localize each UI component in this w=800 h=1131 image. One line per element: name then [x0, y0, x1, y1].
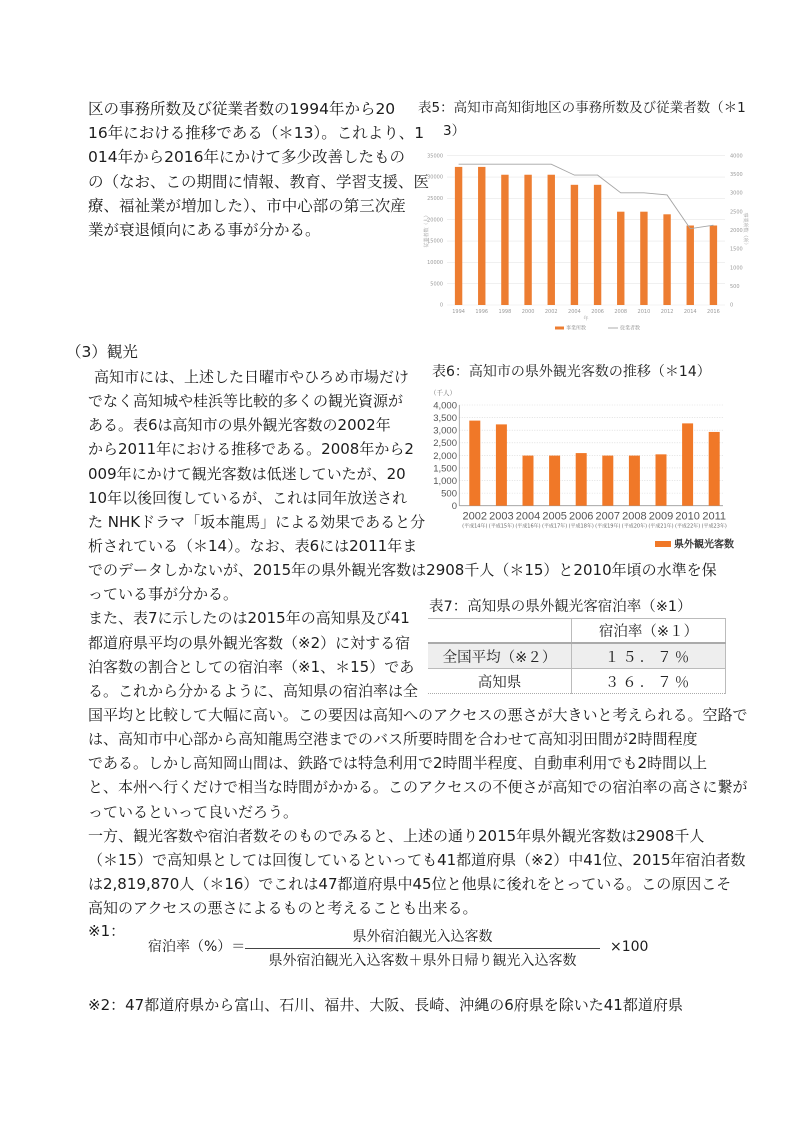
body-text-line: 高知のアクセスの悪さによるものと考えることも出来る。	[88, 899, 478, 918]
bar-offices	[594, 185, 601, 305]
table-header-cell: 宿泊率（※１）	[572, 619, 726, 644]
y-left-tick-label: 35000	[427, 153, 443, 160]
paragraph-office-trends	[88, 97, 429, 242]
table-row-label: 高知県	[428, 669, 572, 694]
body-text-line: から2011年における推移である。2008年から2	[88, 440, 414, 459]
body-text-line: た NHKドラマ「坂本龍馬」による効果であると分	[88, 512, 426, 531]
x-tick-label: 2014	[683, 309, 697, 315]
x-tick-sublabel: (平成18年)	[568, 523, 594, 530]
x-tick-label: 2016	[707, 309, 720, 315]
body-text-line: の（なお、この期間に情報、教育、学習支援、医	[88, 172, 430, 191]
body-text-line: 高知市には、上述した日曜市やひろめ市場だけ	[94, 368, 410, 386]
body-text-line: である。しかし高知岡山間は、鉄路では特急利用で2時間半程度、自動車利用でも2時間以上	[88, 754, 708, 773]
x-tick-label: 2000	[521, 309, 535, 315]
body-text-line: 国平均と比較して大幅に高い。この要因は高知へのアクセスの悪さが大きいと考えられる。空路で	[88, 705, 748, 724]
x-tick-label: 2009	[648, 510, 674, 523]
y-tick-label: 500	[441, 488, 457, 500]
footnote1-label: ※1：	[88, 922, 126, 940]
y-tick-label: 2,000	[433, 450, 457, 462]
table-cell-value: ３６．７％	[572, 669, 726, 694]
x-tick-sublabel: (平成21年)	[648, 523, 674, 530]
section-heading-tourism: （3）観光	[66, 343, 138, 361]
x-tick-label: 1994	[452, 309, 465, 315]
x-tick-label: 2005	[542, 510, 567, 523]
bar-visitors	[629, 456, 640, 506]
body-text-line: 業が衰退傾向にある事が分かる。	[88, 221, 321, 240]
body-text-line: 009年にかけて観光客数は低迷していたが、20	[88, 464, 406, 483]
y-tick-label: 0	[451, 501, 457, 513]
y-right-tick-label: 0	[730, 302, 734, 309]
x-tick-sublabel: (平成16年)	[515, 523, 541, 530]
legend-swatch	[655, 541, 671, 547]
x-tick-label: 2004	[568, 309, 581, 315]
y-left-tick-label: 0	[439, 302, 443, 309]
y-tick-label: 4,000	[433, 400, 457, 412]
y-left-tick-label: 30000	[427, 174, 443, 181]
bar-visitors	[523, 456, 534, 506]
table5-caption-line: 3）	[443, 123, 466, 139]
body-text-line: は2,819,870人（＊16）でこれは47都道府県中45位と他県に後れをとっている。この原因こそ	[88, 874, 732, 893]
formula-numerator: 県外宿泊観光入込客数	[352, 929, 493, 945]
x-axis-title: 年	[583, 316, 589, 322]
x-tick-label: 2010	[637, 309, 651, 315]
x-tick-label: 2006	[591, 309, 604, 315]
x-tick-sublabel: (平成23年)	[701, 523, 727, 530]
bar-visitors	[549, 456, 560, 506]
bar-offices	[710, 225, 717, 305]
y-left-tick-label: 20000	[427, 217, 443, 224]
bar-offices	[478, 167, 485, 305]
x-tick-sublabel: (平成22年)	[674, 523, 701, 530]
x-tick-label: 1998	[498, 309, 512, 315]
bar-visitors	[602, 456, 613, 506]
formula-denominator: 県外宿泊観光入込客数＋県外日帰り観光入込客数	[268, 953, 577, 969]
body-text-line: 014年から2016年にかけて多少改善したもの	[88, 148, 406, 167]
body-text-line: でのデータしかないが、2015年の県外観光客数は2908千人（＊15）と2010年頃の水準を保	[88, 561, 717, 580]
legend-label: 県外観光客数	[674, 539, 734, 551]
y-tick-label: 3,500	[433, 412, 457, 424]
bar-visitors	[709, 432, 720, 506]
y-left-tick-label: 15000	[427, 238, 443, 245]
x-tick-sublabel: (平成14年)	[462, 523, 488, 530]
table5-caption-line: 表5：高知市高知街地区の事務所数及び従業者数（＊1	[418, 100, 746, 116]
y-right-tick-label: 3000	[730, 190, 743, 197]
body-text-line: 泊客数の割合としての宿泊率（※1、＊15）であ	[88, 657, 415, 676]
bar-offices	[687, 225, 694, 305]
y-right-tick-label: 500	[730, 284, 740, 291]
body-text-line: 一方、観光客数や宿泊者数そのものでみると、上述の通り2015年県外観光客数は2908千人	[88, 826, 705, 845]
y-right-tick-label: 1500	[730, 246, 743, 253]
x-tick-label: 2006	[568, 510, 594, 523]
x-tick-label: 2004	[515, 510, 541, 523]
line-employees	[459, 164, 714, 228]
bar-offices	[524, 175, 531, 305]
body-text-line: 10年以後回復しているが、これは同年放送され	[88, 488, 408, 507]
body-text-line: っている事が分かる。	[88, 585, 239, 604]
x-tick-label: 2007	[595, 510, 621, 523]
table-row-label: 全国平均（※２）	[428, 643, 572, 669]
table7-stay-rate	[428, 618, 726, 694]
bar-visitors	[496, 424, 507, 505]
chart-visitors	[420, 385, 740, 555]
bar-offices	[501, 175, 508, 305]
table5-caption	[418, 97, 746, 143]
table7-caption: 表7：高知県の県外観光客宿泊率（※1）	[429, 599, 692, 615]
y-right-axis-title: 事業所数（所）	[742, 212, 748, 248]
x-tick-label: 2003	[489, 510, 514, 523]
body-text-line: 都道府県平均の県外観光客数（※2）に対する宿	[88, 633, 411, 652]
body-text-line: でなく高知城や桂浜等比較的多くの観光資源が	[88, 392, 404, 411]
bar-offices	[455, 167, 462, 305]
bar-offices	[548, 175, 555, 305]
x-tick-label: 2010	[675, 510, 700, 523]
x-tick-label: 1996	[475, 309, 489, 315]
bar-visitors	[469, 421, 480, 506]
y-right-tick-label: 1000	[730, 265, 743, 272]
y-left-tick-label: 25000	[427, 196, 443, 203]
y-right-tick-label: 2000	[730, 228, 743, 235]
bar-offices	[617, 212, 624, 305]
y-axis-unit-label: （千人）	[430, 389, 456, 397]
legend-label: 事業所数	[566, 325, 587, 332]
body-text-line: 区の事務所数及び従業者数の1994年から20	[88, 100, 396, 118]
bar-offices	[571, 185, 578, 305]
table-header-row	[428, 619, 726, 644]
table-row	[428, 669, 726, 694]
x-tick-label: 2012	[660, 309, 674, 315]
body-text-line: る。これから分かるように、高知県の宿泊率は全	[88, 681, 419, 700]
formula-lhs: 宿泊率（%）＝	[148, 939, 246, 955]
table6-caption: 表6：高知市の県外観光客数の推移（＊14）	[432, 364, 711, 380]
chart-offices-employees	[420, 140, 750, 340]
y-tick-label: 3,000	[433, 425, 457, 437]
bar-visitors	[656, 454, 667, 505]
y-right-tick-label: 3500	[730, 172, 743, 179]
x-tick-label: 2011	[702, 510, 727, 523]
y-tick-label: 1,000	[433, 475, 457, 487]
x-tick-label: 2002	[462, 510, 488, 523]
x-tick-label: 2008	[622, 510, 647, 523]
body-text-line: と、本州へ行くだけで相当な時間がかかる。このアクセスの不便さが高知での宿泊率の高さに繋が	[88, 778, 748, 797]
bar-visitors	[682, 423, 693, 505]
x-tick-label: 2008	[614, 309, 628, 315]
table-cell-value: １５．７％	[572, 643, 726, 669]
body-text-line: は、高知市中心部から高知龍馬空港までのバス所要時間を合わせて高知羽田間が2時間程度	[88, 730, 698, 749]
fraction-bar	[245, 948, 600, 949]
bar-offices	[640, 212, 647, 305]
x-tick-sublabel: (平成17年)	[541, 523, 568, 530]
body-text-line: また、表7に示したのは2015年の高知県及び41	[88, 609, 410, 628]
y-left-axis-title: 従業者数（人）	[424, 212, 430, 248]
table-header-cell	[428, 619, 572, 644]
footnote2: ※2：47都道府県から富山、石川、福井、大阪、長崎、沖縄の6府県を除いた41都道府県	[88, 996, 683, 1014]
bar-offices	[663, 214, 670, 305]
body-text-line: っているといって良いだろう。	[88, 802, 299, 821]
x-tick-sublabel: (平成15年)	[488, 523, 515, 530]
body-text-line: 療、福祉業が増加した）、市中心部の第三次産	[88, 196, 406, 215]
x-tick-sublabel: (平成19年)	[595, 523, 621, 530]
body-text-line: （＊15）で高知県としては回復しているといっても41都道府県（※2）中41位、2015年宿泊者数	[88, 850, 746, 869]
y-tick-label: 1,500	[433, 463, 457, 475]
formula-multiplier: ×100	[610, 939, 649, 955]
legend-label: 従業者数	[620, 325, 641, 332]
body-text-line: 16年における推移である（＊13）。これより、1	[88, 124, 425, 143]
y-tick-label: 2,500	[433, 438, 457, 450]
y-left-tick-label: 10000	[427, 260, 443, 267]
body-text-line: 析されている（＊14）。なお、表6には2011年ま	[88, 536, 418, 555]
y-right-tick-label: 4000	[730, 153, 743, 160]
bar-visitors	[576, 453, 587, 506]
x-tick-sublabel: (平成20年)	[621, 523, 648, 530]
table-row	[428, 643, 726, 669]
legend-swatch-bar	[555, 327, 564, 330]
body-text-line: ある。表6は高知市の県外観光客数の2002年	[88, 416, 391, 435]
y-right-tick-label: 2500	[730, 209, 743, 216]
x-tick-label: 2002	[544, 309, 558, 315]
y-left-tick-label: 5000	[430, 281, 443, 288]
